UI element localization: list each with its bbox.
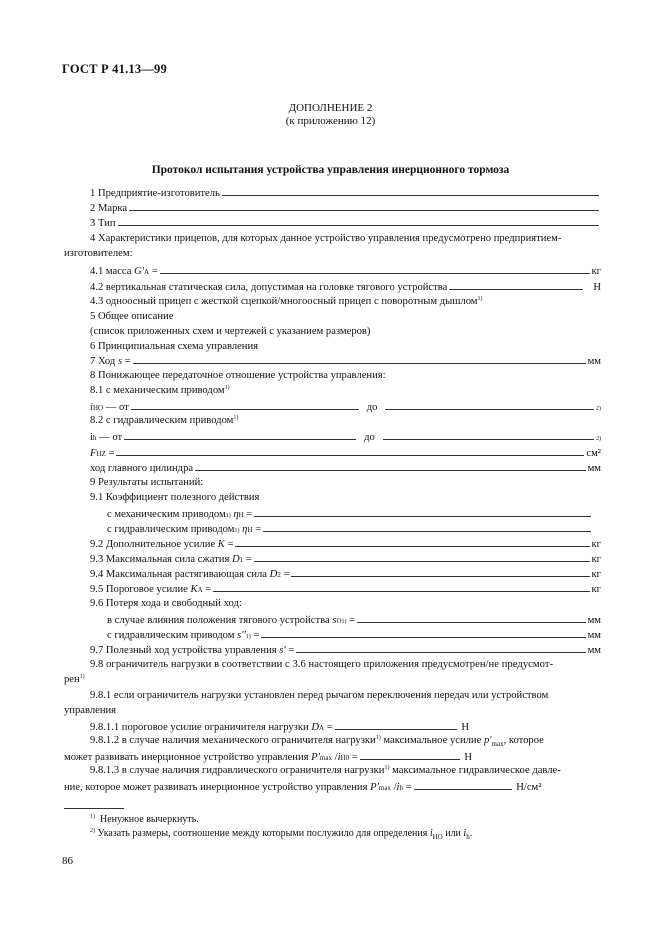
blank-line[interactable]	[335, 718, 457, 730]
footnote-2: $^{2)}$ Указать размеры, соотношение между которыми послужило для определения $i_{HO}$ или $i_h$.	[90, 828, 473, 841]
field-max-compression: 9.3 Максимальная сила сжатия D 1 = кг	[90, 550, 601, 565]
blank-line[interactable]	[116, 444, 584, 456]
field-max-force-mechanical: может развивать инерционное устройство управления P' max / i H0 = Н	[64, 748, 504, 763]
protocol-title: Протокол испытания устройства управления инерционного тормоза	[151, 164, 510, 176]
item-9-8-1-3-line1: 9.8.1.3 в случае наличия гидравлического ограничителя нагрузки$^{1)}$ максимальное гидравлическое давле-	[90, 765, 561, 776]
item-9-1: 9.1 Коэффициент полезного действия	[90, 492, 260, 503]
field-additional-force: 9.2 Дополнительное усилие K = кг	[90, 535, 601, 550]
field-max-tensile: 9.4 Максимальная растягивающая сила D 2 = кг	[90, 565, 601, 580]
blank-line[interactable]	[357, 611, 585, 623]
blank-line[interactable]	[133, 352, 586, 364]
item-5-note: (список приложенных схем и чертежей с указанием размеров)	[90, 326, 371, 337]
field-loss-of-travel: в случае влияния положения тягового устройства s O 1) = мм	[107, 611, 601, 626]
field-brand: 2 Марка	[90, 199, 601, 214]
item-9-8-1-line1: 9.8.1 если ограничитель нагрузки установлен перед рычагом переключения передач или устройством	[90, 690, 549, 701]
field-efficiency-mechanical: с механическим приводом 1) η H =	[107, 505, 593, 520]
item-9-8-1-2-line1: 9.8.1.2 в случае наличия механического ограничителя нагрузки$^{1)}$ максимальное усилие $p'_{max}$, которое	[90, 735, 544, 749]
blank-line[interactable]	[129, 199, 599, 211]
field-piston-area: F HZ = см²	[90, 444, 601, 459]
item-9-8-line2: рен$^{1)}$	[64, 674, 85, 685]
page-number: 86	[62, 855, 73, 867]
item-9-8-line1: 9.8 ограничитель нагрузки в соответствии с 3.6 настоящего приложения предусмотрен/не предусмот-	[90, 659, 554, 670]
blank-line[interactable]	[414, 778, 512, 790]
field-stroke: 7 Ход s = мм	[90, 352, 601, 367]
field-ratio-mechanical: i HO — от до 2)	[90, 398, 601, 413]
footnote-divider	[64, 808, 124, 809]
item-9-6: 9.6 Потеря хода и свободный ход:	[90, 598, 242, 609]
document-id: ГОСТ Р 41.13—99	[62, 62, 167, 76]
item-9: 9 Результаты испытаний:	[90, 477, 204, 488]
field-ratio-hydraulic: i h — от до 2)	[90, 428, 601, 443]
field-efficiency-hydraulic: с гидравлическим приводом 1) η H =	[107, 520, 593, 535]
blank-line[interactable]	[235, 535, 589, 547]
blank-line-to[interactable]	[383, 428, 594, 440]
field-limiter-threshold: 9.8.1.1 пороговое усилие ограничителя нагрузки D A = Н	[90, 718, 510, 733]
supplement-title: ДОПОЛНЕНИЕ 2	[288, 102, 373, 114]
item-8-2: 8.2 с гидравлическим приводом$^{1)}$	[90, 415, 239, 426]
field-vertical-force: 4.2 вертикальная статическая сила, допустимая на головке тягового устройства Н	[90, 278, 601, 293]
item-4-3: 4.3 одноосный прицеп с жесткой сцепкой/многоосный прицеп с поворотным дышлом$^{1)}$	[90, 296, 483, 307]
field-max-pressure-hydraulic: ние, которое может развивать инерционное устройство управления P' max / i h = Н/см²	[64, 778, 624, 793]
blank-line[interactable]	[254, 550, 590, 562]
blank-line[interactable]	[118, 214, 600, 226]
field-manufacturer: 1 Предприятие-изготовитель	[90, 184, 601, 199]
blank-line[interactable]	[222, 184, 599, 196]
blank-line[interactable]	[160, 262, 590, 274]
item-8-1: 8.1 с механическим приводом$^{1)}$	[90, 385, 230, 396]
item-5: 5 Общее описание	[90, 311, 174, 322]
field-free-travel-hydraulic: с гидравлическим приводом s'' 1) = мм	[107, 626, 601, 641]
blank-line[interactable]	[263, 520, 591, 532]
supplement-reference: (к приложению 12)	[285, 115, 376, 127]
blank-line[interactable]	[254, 505, 591, 517]
footnote-1: $^{1)}$ Ненужное вычеркнуть.	[90, 814, 199, 825]
blank-line[interactable]	[296, 641, 585, 653]
blank-line[interactable]	[213, 580, 589, 592]
blank-line[interactable]	[360, 748, 460, 760]
item-9-8-1-line2: управления	[64, 705, 117, 716]
item-8: 8 Понижающее передаточное отношение устройства управления:	[90, 370, 386, 381]
field-type: 3 Тип	[90, 214, 601, 229]
blank-line[interactable]	[449, 278, 583, 290]
blank-line[interactable]	[291, 565, 589, 577]
field-useful-travel: 9.7 Полезный ход устройства управления s' = мм	[90, 641, 601, 656]
field-mass: 4.1 масса G' A = кг	[90, 262, 601, 277]
item-6: 6 Принципиальная схема управления	[90, 341, 259, 352]
item-4-line2: изготовителем:	[64, 248, 133, 259]
blank-line-from[interactable]	[131, 398, 359, 410]
field-master-cylinder-stroke: ход главного цилиндра мм	[90, 459, 601, 474]
item-4-line1: 4 Характеристики прицепов, для которых данное устройство управления предусмотрено предприятием-	[90, 233, 562, 244]
blank-line-to[interactable]	[385, 398, 594, 410]
blank-line[interactable]	[195, 459, 586, 471]
blank-line-from[interactable]	[124, 428, 356, 440]
blank-line[interactable]	[261, 626, 585, 638]
field-threshold-force: 9.5 Пороговое усилие K A = кг	[90, 580, 601, 595]
